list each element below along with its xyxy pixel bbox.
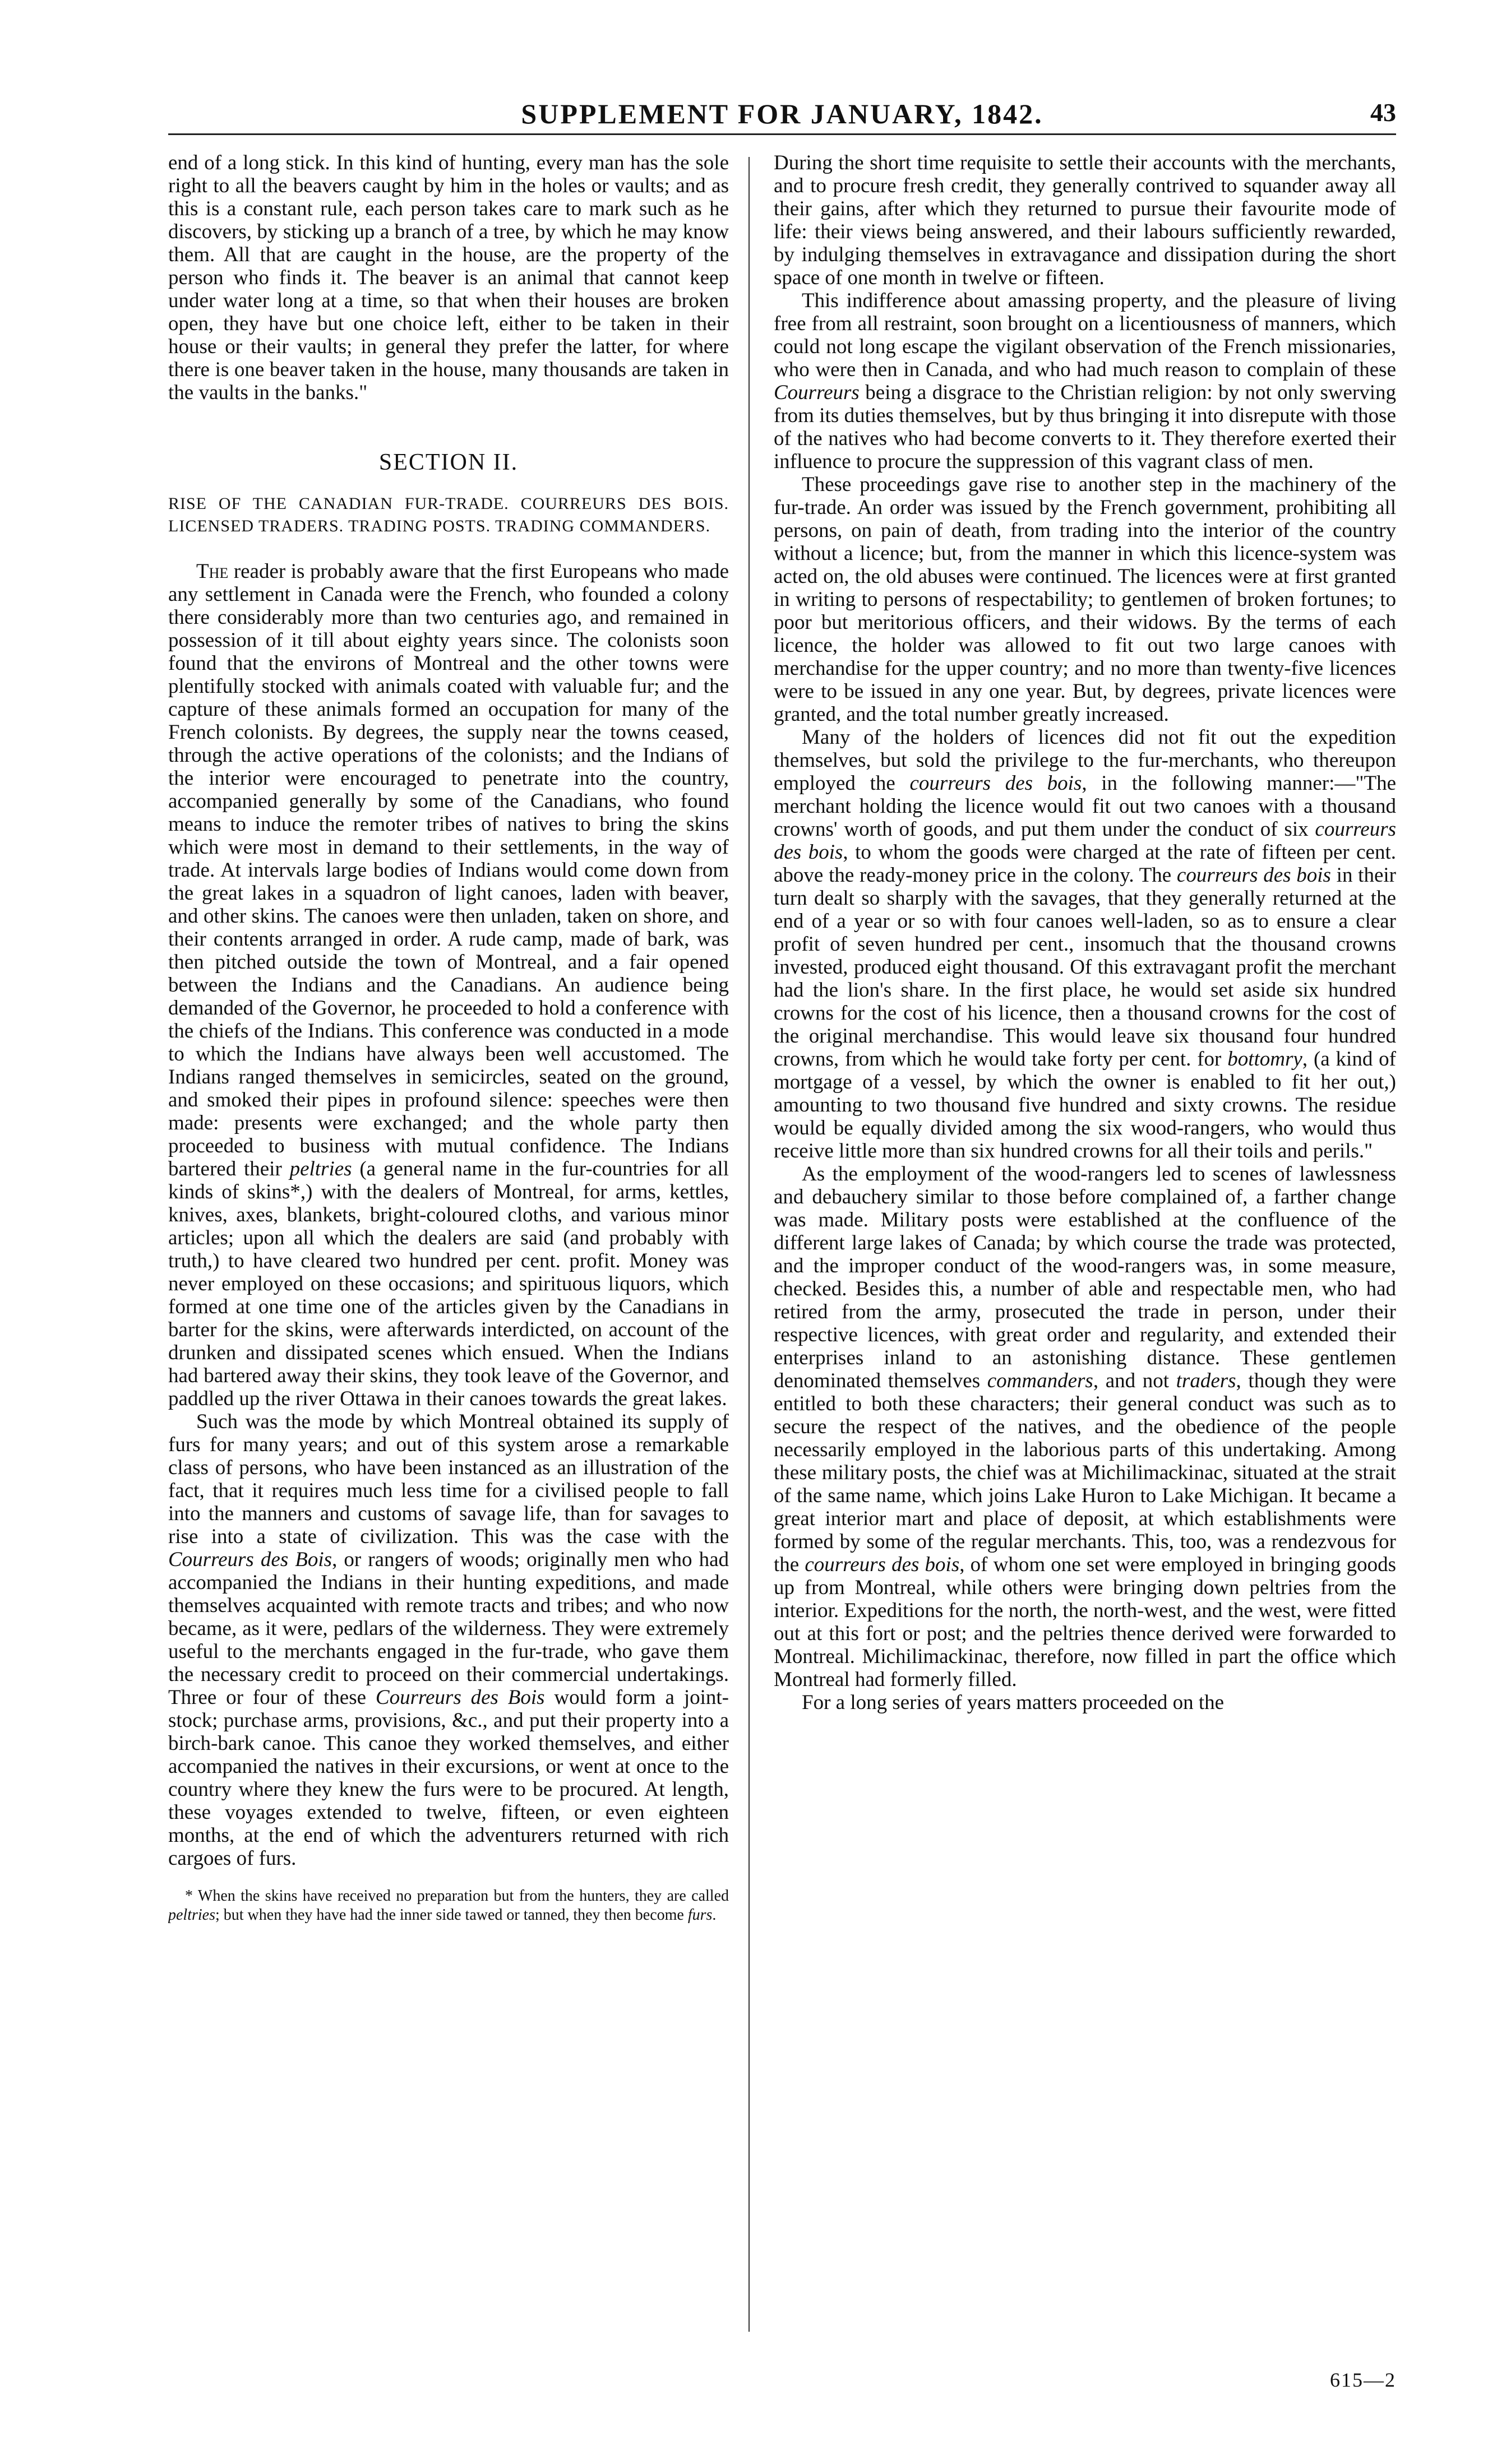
- paragraph-text: reader is probably aware that the first Europeans who made any settlement in Canada were the French, who founded a colony there considerably more than two centuries ago, and remained in possession of it till about eighty years since. The colonists soon found that the environs of Montreal and the other towns were plentifully stocked with animals coated with valuable fur; and the capture of these animals formed an occupation for many of the French colonists. By degrees, the supply near the towns ceased, through the active operations of the colonists; and the Indians of the interior were encouraged to penetrate into the country, accompanied generally by some of the Canadians, who found means to induce the remoter tribes of natives to bring the skins which were most in demand to their settlements, in the way of trade. At intervals large bodies of Indians would come down from the great lakes in a squadron of light canoes, laden with beaver, and other skins. The canoes were then unladen, taken on shore, and their contents arranged in order. A rude camp, made of bark, was then pitched outside the town of Montreal, and a fair opened between the Indians and the Canadians. An audience being demanded of the Governor, he proceeded to hold a conference with the chiefs of the Indians. This conference was conducted in a mode to which the Indians have always been well accustomed. The Indians ranged themselves in semicircles, seated on the ground, and smoked their pipes in profound silence: speeches were then made: presents were exchanged; and the whole party then proceeded to business with mutual confidence. The Indians bartered their: [168, 560, 729, 1180]
- footnote-text: .: [712, 1906, 717, 1924]
- italic-term: peltries: [289, 1157, 352, 1180]
- paragraph-text: , (a kind of mortgage of a vessel, by which the owner is enabled to fit her out,) amounting to two thousand five hundred and sixty crowns. The residue would be equally divided among the six wood-rangers, who would thus receive little more than six hundred crowns for all their toils and perils.": [774, 1048, 1396, 1162]
- italic-term: courreurs des bois: [909, 772, 1082, 795]
- paragraph-text: would form a joint-stock; purchase arms, provisions, &c., and put their property into a birch-bark canoe. This canoe they worked themselves, and either accompanied the natives in their excursions, or went at once to the country where they knew the furs were to be procured. At length, these voyages extended to twelve, fifteen, or even eighteen months, at the end of which the adventurers returned with rich cargoes of furs.: [168, 1686, 729, 1870]
- paragraph: [774, 1691, 1396, 1714]
- italic-term: Courreurs des Bois: [375, 1686, 545, 1709]
- italic-term: Courreurs: [774, 381, 860, 404]
- left-column: [168, 151, 729, 2365]
- paragraph-text: As the employment of the wood-rangers led to scenes of lawlessness and debauchery similar to those before complained of, a farther change was made. Military posts were established at the confluence of the different large lakes of Canada; by which course the trade was protected, and the improper conduct of the wood-rangers was, in some measure, checked. Besides this, a number of able and respectable men, who had retired from the army, prosecuted the trade in person, under their respective licences, with great order and regularity, and extended their enterprises inland to an astonishing distance. These gentlemen denominated themselves: [774, 1162, 1396, 1392]
- paragraph-text: Such was the mode by which Montreal obtained its supply of furs for many years; and out of this system arose a remarkable class of persons, who have been instanced as an illustration of the fact, that it requires much less time for a civilised people to fall into the manners and customs of savage life, than for savages to rise into a state of civilization. This was the case with the: [168, 1410, 729, 1548]
- page-number: 43: [1370, 98, 1396, 127]
- italic-term: peltries: [168, 1906, 215, 1924]
- footnote-text: ; but when they have had the inner side tawed or tanned, they then become: [215, 1906, 688, 1924]
- paragraph-text: , in the following manner:—"The merchant holding the licence would fit out two canoes with a thousand crowns' worth of goods, and put them under the conduct of six: [774, 772, 1396, 841]
- section-heading: SECTION II.: [378, 450, 519, 475]
- paragraph-text: in their turn dealt so sharply with the savages, that they generally returned at the end of a year or so with four canoes well-laden, so as to ensure a clear profit of seven hundred per cent., insomuch that the thousand crowns invested, produced eight thousand. Of this extravagant profit the merchant had the lion's share. In the first place, he would set aside six hundred crowns for the cost of his licence, then a thousand crowns for the cost of the original merchandise. This would leave six thousand four hundred crowns, from which he would take forty per cent. for: [774, 864, 1396, 1071]
- paragraph-text: , or rangers of woods; originally men who had accompanied the Indians in their hunting expeditions, and made themselves acquainted with remote tracts and tribes; and who now became, as it were, pedlars of the wilderness. They were extremely useful to the merchants engaged in the fur-trade, who gave them the necessary credit to proceed on their commercial undertakings. Three or four of these: [168, 1548, 729, 1709]
- paragraph: [774, 473, 1396, 726]
- paragraph: [168, 1410, 729, 1870]
- italic-term: traders: [1176, 1369, 1236, 1392]
- italic-term: commanders: [987, 1369, 1093, 1392]
- italic-term: courreurs des bois: [774, 818, 1396, 864]
- section-subheading: RISE OF THE CANADIAN FUR-TRADE. COURREURS DES BOIS. LICENSED TRADERS. TRADING POSTS. TRADING COMMANDERS.: [168, 494, 729, 535]
- header-rule: [168, 133, 1396, 135]
- paragraph: [774, 151, 1396, 289]
- italic-term: Courreurs des Bois: [168, 1548, 332, 1571]
- running-title: SUPPLEMENT FOR JANUARY, 1842.: [521, 98, 1043, 129]
- paragraph-text: , of whom one set were employed in bringing goods up from Montreal, while others were bringing down peltries from the interior. Expeditions for the north, the north-west, and the west, were fitted out at this fort or post; and the peltries thence derived were forwarded to Montreal. Michilimackinac, therefore, now filled in part the office which Montreal had formerly filled.: [774, 1553, 1396, 1691]
- paragraph-text: Many of the holders of licences did not fit out the expedition themselves, but sold the privilege to the fur-merchants, who thereupon employed the: [774, 726, 1396, 795]
- italic-term: furs: [687, 1906, 713, 1924]
- paragraph-text: end of a long stick. In this kind of hunting, every man has the sole right to all the beavers caught by him in the holes or vaults; and as this is a constant rule, each person takes care to mark such as he discovers, by sticking up a branch of a tree, by which he may know them. All that are caught in the house, are the property of the person who finds it. The beaver is an animal that cannot keep under water long at a time, so that when their houses are broken open, they have but one choice left, either to be taken in their house or their vaults; in general they prefer the latter, for where there is one beaver taken in the house, many thousands are taken in the vaults in the banks.": [168, 151, 729, 404]
- footnote: [168, 1887, 729, 1925]
- paragraph-text: For a long series of years matters proceeded on the: [802, 1691, 1225, 1714]
- paragraph-text: These proceedings gave rise to another step in the machinery of the fur-trade. An order was issued by the French government, prohibiting all persons, on pain of death, from trading into the interior of the country without a licence; but, from the manner in which this licence-system was acted on, the old abuses were continued. The licences were at first granted in writing to persons of respectability; to gentlemen of broken fortunes; to poor but meritorious officers, and their widows. By the terms of each licence, the holder was allowed to fit out two large canoes with merchandise for the upper country; and no more than twenty-five licences were to be issued in any one year. But, by degrees, private licences were granted, and the total number greatly increased.: [774, 473, 1396, 726]
- paragraph-text: , and not: [1093, 1369, 1176, 1392]
- paragraph-text: being a disgrace to the Christian religion: by not only swerving from its duties themselves, but by thus bringing it into disrepute with those of the natives who had become converts to it. They therefore exerted their influence to procure the suppression of this vagrant class of men.: [774, 381, 1396, 473]
- paragraph-text: During the short time requisite to settle their accounts with the merchants, and to procure fresh credit, they generally contrived to squander away all their gains, after which they returned to pursue their favourite mode of life: their views being answered, and their labours sufficiently rewarded, by indulging themselves in extravagance and dissipation during the short space of one month in twelve or fifteen.: [774, 151, 1396, 289]
- paragraph-text: , though they were entitled to both these characters; their general conduct was such as to secure the respect of the natives, and the obedience of the people necessarily employed in the laborious parts of this undertaking. Among these military posts, the chief was at Michilimackinac, situated at the strait of the same name, which joins Lake Huron to Lake Michigan. It became a great interior mart and place of deposit, at which establishments were formed by some of the regular merchants. This, too, was a rendezvous for the: [774, 1369, 1396, 1576]
- page-header: [168, 94, 1396, 139]
- printer-signature: 615—2: [1330, 2369, 1396, 2391]
- paragraph: [168, 560, 729, 1410]
- paragraph: [774, 1162, 1396, 1691]
- paragraph: [774, 289, 1396, 473]
- paragraph: [774, 726, 1396, 1162]
- lead-word: The: [196, 560, 229, 583]
- italic-term: bottomry: [1227, 1048, 1302, 1071]
- paragraph: [168, 151, 729, 404]
- paragraph-text: , to whom the goods were charged at the rate of fifteen per cent. above the ready-money price in the colony. The: [774, 841, 1396, 887]
- italic-term: courreurs des bois: [1176, 864, 1331, 887]
- italic-term: courreurs des bois: [805, 1553, 960, 1576]
- footnote-text: * When the skins have received no preparation but from the hunters, they are called: [185, 1887, 729, 1905]
- paragraph-text: (a general name in the fur-countries for all kinds of skins*,) with the dealers of Montreal, for arms, kettles, knives, axes, blankets, bright-coloured cloths, and various minor articles; upon all which the dealers are said (and probably with truth,) to have cleared two hundred per cent. profit. Money was never employed on these occasions; and spirituous liquors, which formed at one time one of the articles given by the Canadians in barter for the skins, were afterwards interdicted, on account of the drunken and dissipated scenes which ensued. When the Indians had bartered away their skins, they took leave of the Governor, and paddled up the river Ottawa in their canoes towards the great lakes.: [168, 1157, 729, 1410]
- paragraph-text: This indifference about amassing property, and the pleasure of living free from all restraint, soon brought on a licentiousness of manners, which could not long escape the vigilant observation of the French missionaries, who were then in Canada, and who had much reason to complain of these: [774, 289, 1396, 381]
- column-divider: [748, 157, 750, 2332]
- right-column: [774, 151, 1396, 2365]
